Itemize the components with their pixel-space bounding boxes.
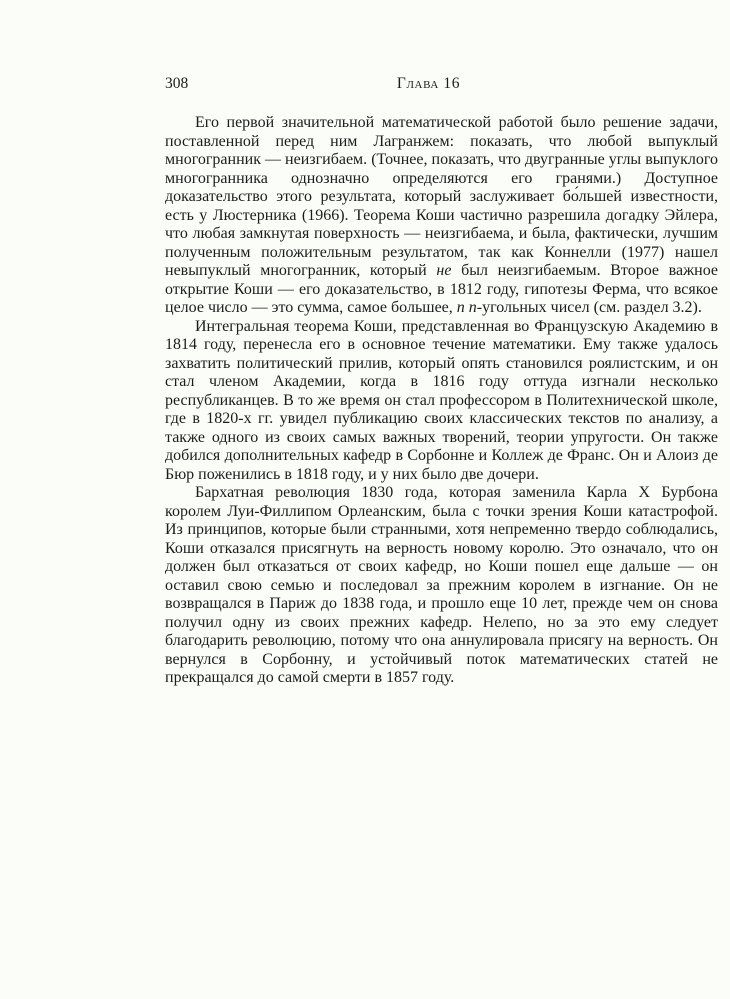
text-run: Интегральная теорема Коши, представленная во Французскую Академию в 1814 году, перенесла его в основное течение математики. Ему также удалось захватить политический прилив, который опять становился роялистским, и он стал членом Академии, когда в 1816 году оттуда изгнали несколько республиканцев. В то же время он стал профессором в Политехнической школе, где в 1820-х гг. увидел публикацию своих классических текстов по анализу, а также одного из своих самых важных творений, теории упругости. Он также добился дополнительных кафедр в Сорбонне и Коллеж де Франс. Он и Алоиз де Бюр поженились в 1818 году, и у них было две дочери. bbox=[165, 317, 718, 483]
text-run: был неизгибаемым. Второе важное открытие Коши — его доказательство, в 1812 году, гипотезы Ферма, что всякое целое число — это сумма, самое большее, bbox=[165, 262, 719, 316]
paragraph bbox=[165, 484, 718, 688]
italic-text: не bbox=[436, 262, 452, 279]
text-run: Бархатная революция 1830 года, которая заменила Карла X Бурбона королем Луи-Филлипом Орлеанским, была с точки зрения Коши катастрофой. Из принципов, которые были странными, хотя непременно твердо соблюдались, Коши отказался присягнуть на верность новому королю. Это означало, что он должен был отказаться от своих кафедр, но Коши пошел еще дальше — он оставил свою семью и последовал за прежним королем в изгнание. Он не возвращался в Париж до 1838 года, и прошло еще 10 лет, прежде чем он снова получил одну из своих прежних кафедр. Нелепо, но за это ему следует благодарить революцию, потому что она аннулировала присягу на верность. Он вернулся в Сорбонну, и устойчивый поток математических статей не прекращался до самой смерти в 1857 году. bbox=[165, 484, 718, 686]
paragraph bbox=[165, 114, 718, 318]
page-header bbox=[165, 74, 718, 94]
text-column bbox=[165, 74, 718, 688]
italic-text: n n bbox=[456, 299, 477, 316]
paragraph bbox=[165, 318, 718, 485]
body-text bbox=[165, 114, 718, 688]
text-run: -угольных чисел (см. раздел 3.2). bbox=[476, 299, 702, 316]
text-run: Его первой значительной математической работой было решение задачи, поставленной перед ним Лагранжем: показать, что любой выпуклый многогранник — неизгибаем. (Точнее, показать, что двугранные углы выпуклого многогранника однозначно определяются его гранями.) Доступное доказательство этого результата, который заслуживает бо́льшей известности, есть у Люстерника (1966). Теорема Коши частично разрешила догадку Эйлера, что любая замкнутая поверхность — неизгибаема, и была, фактически, лучшим полученным положительным результатом, так как Коннелли (1977) нашел невыпуклый многогранник, который bbox=[165, 114, 718, 279]
chapter-heading: Глава 16 bbox=[396, 75, 461, 92]
page-number: 308 bbox=[165, 75, 189, 92]
